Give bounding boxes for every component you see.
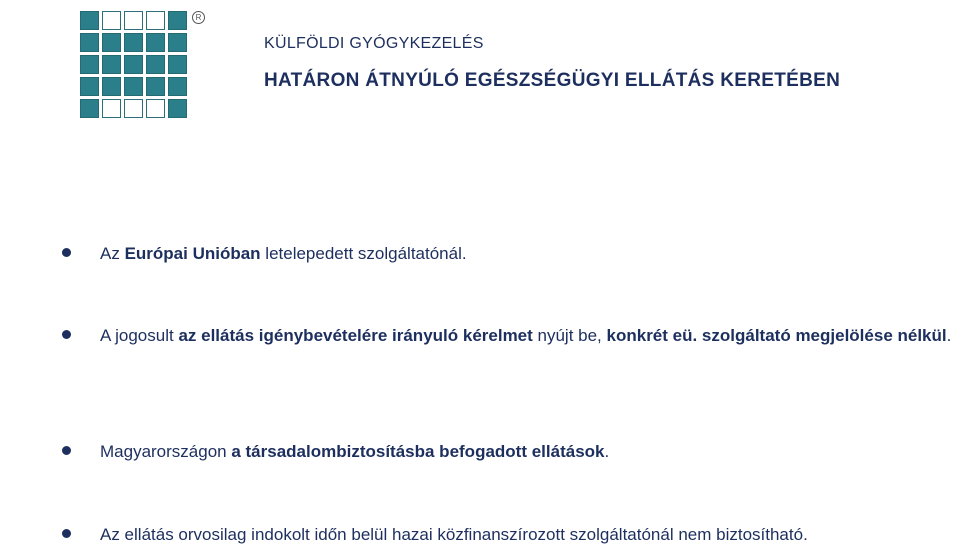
hospital-window-grid-logo-icon	[80, 11, 187, 118]
logo-cell	[146, 99, 165, 118]
logo-cell	[168, 55, 187, 74]
bullet-dot-icon	[62, 330, 71, 339]
list-item	[60, 237, 955, 270]
logo-cell	[146, 77, 165, 96]
logo-cell	[124, 55, 143, 74]
bullet-dot-icon	[62, 529, 71, 538]
logo-cell	[102, 77, 121, 96]
logo-cell	[124, 11, 143, 30]
list-item	[60, 319, 955, 352]
logo-cell	[102, 99, 121, 118]
logo-cell	[80, 99, 99, 118]
logo-cell	[80, 33, 99, 52]
logo-cell	[102, 55, 121, 74]
logo-cell	[124, 33, 143, 52]
logo-cell	[168, 11, 187, 30]
logo-cell	[80, 11, 99, 30]
list-item	[60, 518, 955, 551]
logo-cell	[146, 55, 165, 74]
logo-cell	[80, 55, 99, 74]
header-subtitle: KÜLFÖLDI GYÓGYKEZELÉS	[264, 35, 484, 52]
list-item	[60, 435, 955, 468]
logo	[80, 11, 210, 121]
list-item-text: Az Európai Unióban letelepedett szolgáltatónál.	[100, 244, 467, 263]
list-item-text: Magyarországon a társadalombiztosításba befogadott ellátások.	[100, 442, 610, 461]
header-title: HATÁRON ÁTNYÚLÓ EGÉSZSÉGÜGYI ELLÁTÁS KERETÉBEN	[264, 70, 841, 91]
list-item-text: Az ellátás orvosilag indokolt időn belül hazai közfinanszírozott szolgáltatónál nem biztosítható.	[100, 525, 808, 544]
logo-cell	[168, 99, 187, 118]
list-item-text: A jogosult az ellátás igénybevételére irányuló kérelmet nyújt be, konkrét eü. szolgáltató megjelölése nélkül.	[100, 326, 952, 345]
registered-mark-icon: R	[192, 11, 205, 24]
logo-cell	[102, 33, 121, 52]
logo-cell	[102, 11, 121, 30]
logo-cell	[124, 99, 143, 118]
logo-cell	[168, 33, 187, 52]
logo-cell	[146, 33, 165, 52]
logo-cell	[168, 77, 187, 96]
bullet-dot-icon	[62, 446, 71, 455]
logo-cell	[146, 11, 165, 30]
bullet-dot-icon	[62, 248, 71, 257]
logo-cell	[124, 77, 143, 96]
logo-cell	[80, 77, 99, 96]
